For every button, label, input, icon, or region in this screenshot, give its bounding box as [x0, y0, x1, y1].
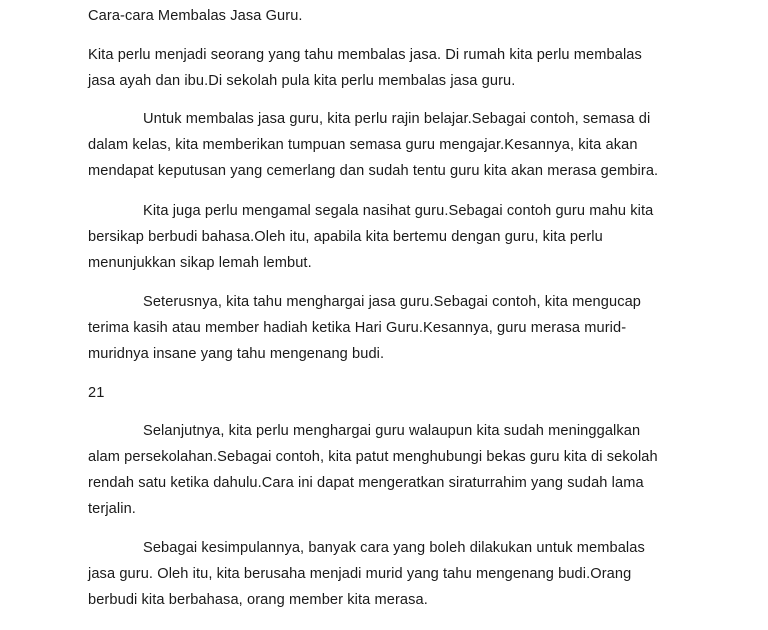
- paragraph-5: [88, 418, 688, 522]
- paragraph-line: Sebagai kesimpulannya, banyak cara yang boleh dilakukan untuk membalas: [143, 540, 645, 556]
- paragraph-6: [88, 535, 688, 613]
- paragraph-line: berbudi kita berbahasa, orang member kita merasa.: [88, 592, 428, 608]
- paragraph-line: bersikap berbudi bahasa.Oleh itu, apabila kita bertemu dengan guru, kita perlu: [88, 229, 603, 245]
- paragraph-line: Kita juga perlu mengamal segala nasihat guru.Sebagai contoh guru mahu kita: [143, 203, 654, 219]
- paragraph-1: [88, 42, 688, 94]
- paragraph-line: terjalin.: [88, 501, 136, 517]
- paragraph-line: dalam kelas, kita memberikan tumpuan semasa guru mengajar.Kesannya, kita akan: [88, 137, 638, 153]
- paragraph-line: muridnya insane yang tahu mengenang budi.: [88, 346, 385, 362]
- paragraph-line: menunjukkan sikap lemah lembut.: [88, 255, 312, 271]
- document-title: [88, 3, 688, 29]
- paragraph-line: Untuk membalas jasa guru, kita perlu rajin belajar.Sebagai contoh, semasa di: [143, 111, 651, 127]
- paragraph-line: Selanjutnya, kita perlu menghargai guru walaupun kita sudah meninggalkan: [143, 423, 641, 439]
- paragraph-line: jasa guru. Oleh itu, kita berusaha menjadi murid yang tahu mengenang budi.Orang: [88, 566, 632, 582]
- paragraph-line: mendapat keputusan yang cemerlang dan sudah tentu guru kita akan merasa gembira.: [88, 163, 659, 179]
- paragraph-line: Seterusnya, kita tahu menghargai jasa guru.Sebagai contoh, kita mengucap: [143, 294, 642, 310]
- paragraph-line: Kita perlu menjadi seorang yang tahu membalas jasa. Di rumah kita perlu membalas: [88, 47, 642, 63]
- paragraph-line: jasa ayah dan ibu.Di sekolah pula kita perlu membalas jasa guru.: [88, 73, 516, 89]
- paragraph-line: terima kasih atau member hadiah ketika Hari Guru.Kesannya, guru merasa murid-: [88, 320, 627, 336]
- paragraph-3: [88, 198, 688, 276]
- page-number-text: 21: [88, 385, 105, 401]
- paragraph-2: [88, 106, 688, 184]
- page-number: [88, 380, 688, 406]
- paragraph-4: [88, 289, 688, 367]
- paragraph-line: rendah satu ketika dahulu.Cara ini dapat mengeratkan siraturrahim yang sudah lama: [88, 475, 644, 491]
- paragraph-line: alam persekolahan.Sebagai contoh, kita patut menghubungi bekas guru kita di sekolah: [88, 449, 658, 465]
- title-line: Cara-cara Membalas Jasa Guru.: [88, 8, 303, 24]
